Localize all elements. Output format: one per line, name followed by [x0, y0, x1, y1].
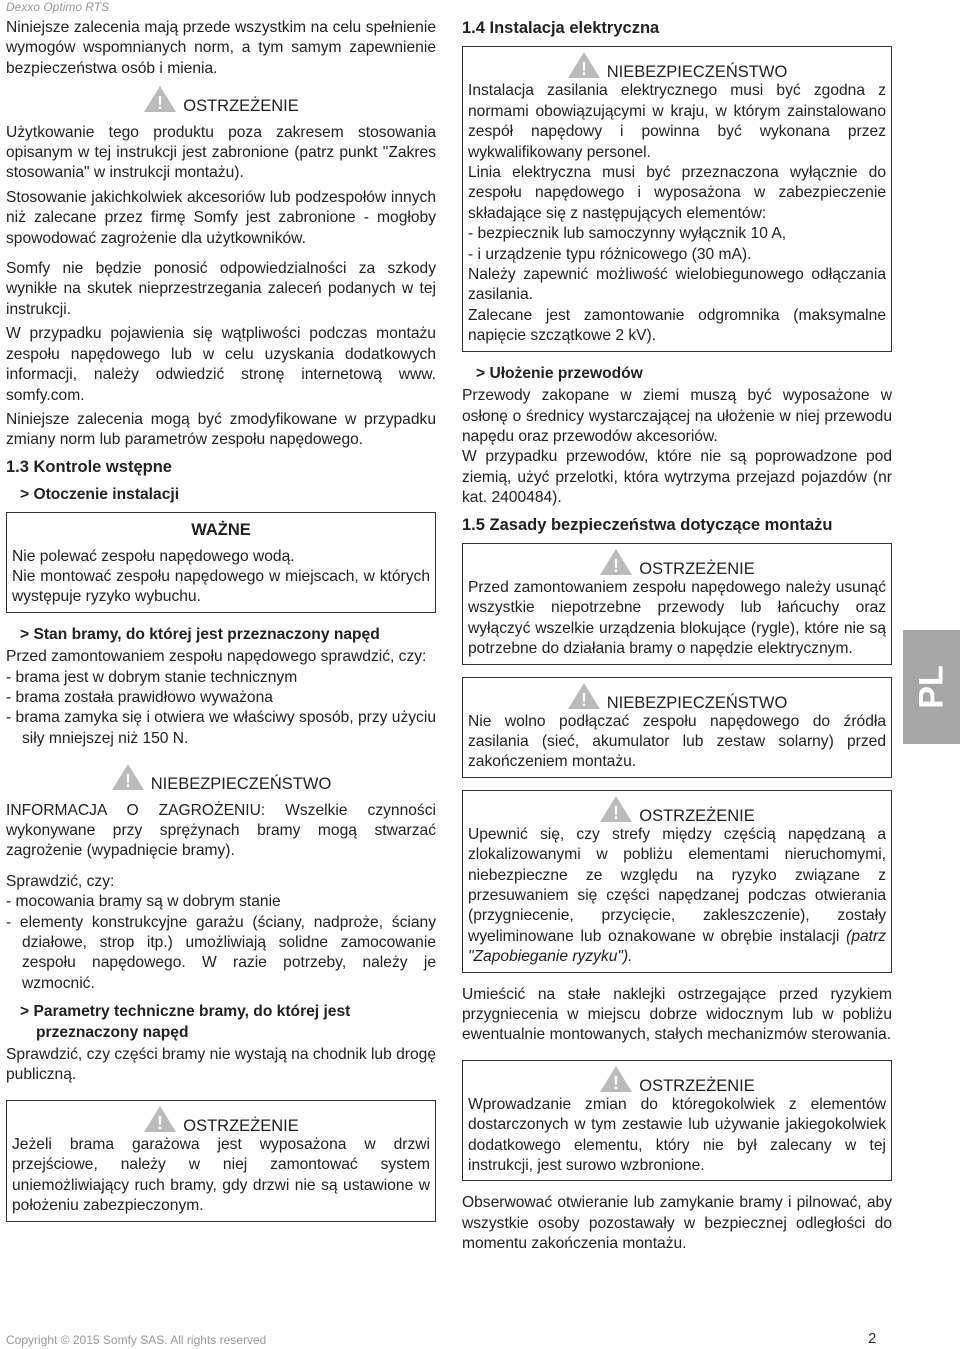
paragraph-cables-2: W przypadku przewodów, które nie są poprowadzone pod ziemią, użyć przelotki, która wytrzyma przejazd pojazdów (nr kat. 2400484). [462, 448, 892, 507]
list-item: - mocowania bramy są w dobrym stanie [6, 893, 281, 911]
paragraph-cables-1: Przewody zakopane w ziemi muszą być wyposażone w osłonę o średnicy wystarczającej na ułożenie w niej przewodu napędu oraz przewodów akcesoriów. [462, 387, 892, 445]
list-item: - brama została prawidłowo wyważona [6, 688, 273, 706]
list-item: - brama zamyka się i otwiera we właściwy sposób, przy użyciu siły mniejszej niż 150 N. [6, 709, 436, 747]
warning-triangle-icon [143, 85, 177, 118]
danger-text: Nie wolno podłączać zespołu napędowego do źródła zasilania (sieć, akumulator lub zestaw solarny) przed zakończeniem montażu. [468, 712, 886, 771]
danger-title: NIEBEZPIECZEŃSTWO [606, 63, 788, 82]
paragraph-check-2: Sprawdzić, czy: [6, 872, 115, 890]
paragraph-observe: Obserwować otwieranie lub zamykanie bramy i pilnować, aby wszystkie osoby pozostawały w bezpiecznej odległości do momentu zakończenia montażu. [462, 1194, 892, 1253]
danger-title: NIEBEZPIECZEŃSTWO [606, 693, 788, 712]
section-heading-1-5: 1.5 Zasady bezpieczeństwa dotyczące montażu [462, 515, 833, 534]
paragraph-doubt: W przypadku pojawienia się wątpliwości podczas montażu zespołu napędowego lub w celu uzyskania dodatkowych informacji, należy odwiedzić stronę internetową www. somfy.com. [6, 325, 436, 404]
danger-box-1 [6, 763, 436, 862]
warning-box-2 [6, 1100, 436, 1222]
warning-text: Jeżeli brama garażowa jest wyposażona w drzwi przejściowe, należy w niej zamontować system uniemożliwiający ruch bramy, gdy drzwi nie są ustawione w położeniu zabezpieczonym. [12, 1135, 430, 1215]
list-item: - elementy konstrukcyjne garażu (ściany, nadproże, ściany działowe, strop itp.) umożliwiają solidne zamocowanie zespołu napędowego. W razie potrzeby, należy je wzmocnić. [6, 913, 436, 992]
warning-box-3 [462, 543, 892, 665]
subheading-gate-condition: > Stan bramy, do której jest przeznaczony napęd [20, 625, 380, 643]
danger-box-3 [462, 677, 892, 778]
warning-title: OSTRZEŻENIE [639, 1076, 755, 1095]
section-heading-1-4: 1.4 Instalacja elektryczna [462, 19, 660, 37]
subheading-cables: > Ułożenie przewodów [476, 364, 643, 382]
warning-box-5 [462, 1060, 892, 1182]
danger-text: Zalecane jest zamontowanie odgromnika (maksymalne napięcie szczątkowe 2 kV). [468, 306, 886, 345]
svg-text:!: ! [124, 771, 131, 792]
important-text: Nie polewać zespołu napędowego wodą. [12, 547, 295, 565]
page-number: 2 [868, 1330, 877, 1347]
warning-text-italic: (patrz "Zapobieganie ryzyku"). [468, 927, 886, 966]
svg-text:!: ! [580, 689, 587, 710]
warning-box-1 [6, 85, 436, 249]
warning-triangle-icon [111, 763, 145, 796]
danger-text: - bezpiecznik lub samoczynny wyłącznik 10 A, [468, 225, 787, 243]
svg-text:!: ! [580, 59, 587, 80]
paragraph-parameters: Sprawdzić, czy części bramy nie wystają na chodnik lub drogę publiczną. [6, 1046, 436, 1084]
paragraph-labels: Umieścić na stałe naklejki ostrzegające przed ryzykiem przygniecenia w miejscu dobrze widocznym lub w pobliżu ewentualnie montowanych, stałych mechanizmów sterowania. [462, 985, 892, 1044]
warning-title: OSTRZEŻENIE [639, 559, 755, 578]
running-header: Dexxo Optimo RTS [6, 0, 110, 14]
language-tab-label: PL [912, 665, 950, 709]
warning-title: OSTRZEŻENIE [183, 97, 299, 116]
paragraph-change: Niniejsze zalecenia mogą być zmodyfikowane w przypadku zmiany norm lub parametrów zespołu napędowego. [6, 410, 436, 449]
danger-text: Należy zapewnić możliwość wielobiegunowego odłączania zasilania. [468, 266, 886, 304]
subheading-parameters: > Parametry techniczne bramy, do której jest przeznaczony napęd [20, 1003, 351, 1041]
warning-title: OSTRZEŻENIE [639, 806, 755, 825]
list-item: - brama jest w dobrym stanie technicznym [6, 668, 298, 686]
warning-text: Przed zamontowaniem zespołu napędowego należy usunąć wszystkie niepotrzebne przewody lub łańcuchy oraz wyłączyć wszelkie urządzenia blokujące (rygle), które nie są potrzebne do działania bramy o napędzie elektrycznym. [468, 578, 886, 658]
warning-text: Stosowanie jakichkolwiek akcesoriów lub podzespołów innych niż zalecane przez firmę Somfy jest zabronione - mogłoby spowodować zagrożenie dla użytkowników. [6, 188, 436, 247]
danger-text: - i urządzenie typu różnicowego (30 mA). [468, 245, 752, 263]
danger-text: Instalacja zasilania elektrycznego musi być zgodna z normami obowiązującymi w kraju, w którym zainstalowano zespół napędowy i powinna być wykonana przez wykwalifikowany personel. [468, 82, 886, 161]
svg-text:!: ! [613, 1072, 620, 1093]
warning-box-4 [462, 790, 892, 973]
paragraph-responsibility: Somfy nie będzie ponosić odpowiedzialności za szkody wynikłe na skutek nieprzestrzegania zaleceń podanych w tej instrukcji. [6, 260, 436, 318]
important-text: Nie montować zespołu napędowego w miejscach, w których występuje ryzyko wybuchu. [12, 567, 430, 606]
danger-box-2 [462, 46, 892, 351]
warning-text: Upewnić się, czy strefy między częścią napędzaną a zlokalizowanymi w pobliżu elementami nieruchomymi, niebezpieczne ze względu na ryzyko związane z przesuwaniem się części napędzanej podczas otwierania (przygniecenie, przycięcie, zakleszczenie), zostały wyeliminowane lub oznakowane w obrębie instalacji [468, 825, 886, 945]
warning-text: Wprowadzanie zmian do któregokolwiek z elementów dostarczonych w tym zestawie lub używanie jakiegokolwiek dodatkowego elementu, który nie był zalecany w tej instrukcji, jest surowo wzbronione. [468, 1095, 886, 1175]
svg-text:!: ! [157, 1112, 164, 1133]
section-heading-1-3: 1.3 Kontrole wstępne [6, 457, 172, 476]
warning-text: Użytkowanie tego produktu poza zakresem stosowania opisanym w tej instrukcji jest zabronione (patrz punkt "Zakres stosowania" w instrukcji montażu). [6, 123, 436, 182]
left-column [6, 18, 436, 1234]
svg-text:!: ! [613, 555, 620, 576]
danger-title: NIEBEZPIECZEŃSTWO [150, 775, 332, 794]
svg-text:!: ! [157, 93, 164, 114]
warning-title: OSTRZEŻENIE [183, 1116, 299, 1135]
important-title: WAŻNE [191, 520, 251, 539]
important-box [6, 512, 436, 613]
danger-text: Linia elektryczna musi być przeznaczona wyłącznie do zespołu napędowego i wyposażona w zabezpieczenie składające się z następujących elementów: [468, 164, 886, 222]
subheading-environment: > Otoczenie instalacji [20, 486, 180, 504]
copyright-footer: Copyright © 2015 Somfy SAS. All rights reserved [6, 1333, 267, 1347]
language-tab [903, 630, 960, 744]
right-column [462, 18, 892, 1259]
svg-text:!: ! [613, 802, 620, 823]
intro-paragraph: Niniejsze zalecenia mają przede wszystkim na celu spełnienie wymogów wspomnianych norm, a tym samym zapewnienie bezpieczeństwa osób i mienia. [6, 19, 436, 77]
paragraph-check: Przed zamontowaniem zespołu napędowego sprawdzić, czy: [6, 648, 427, 666]
danger-text: INFORMACJA O ZAGROŻENIU: Wszelkie czynności wykonywane przy sprężynach bramy mogą stwarzać zagrożenie (wypadnięcie bramy). [6, 801, 436, 860]
